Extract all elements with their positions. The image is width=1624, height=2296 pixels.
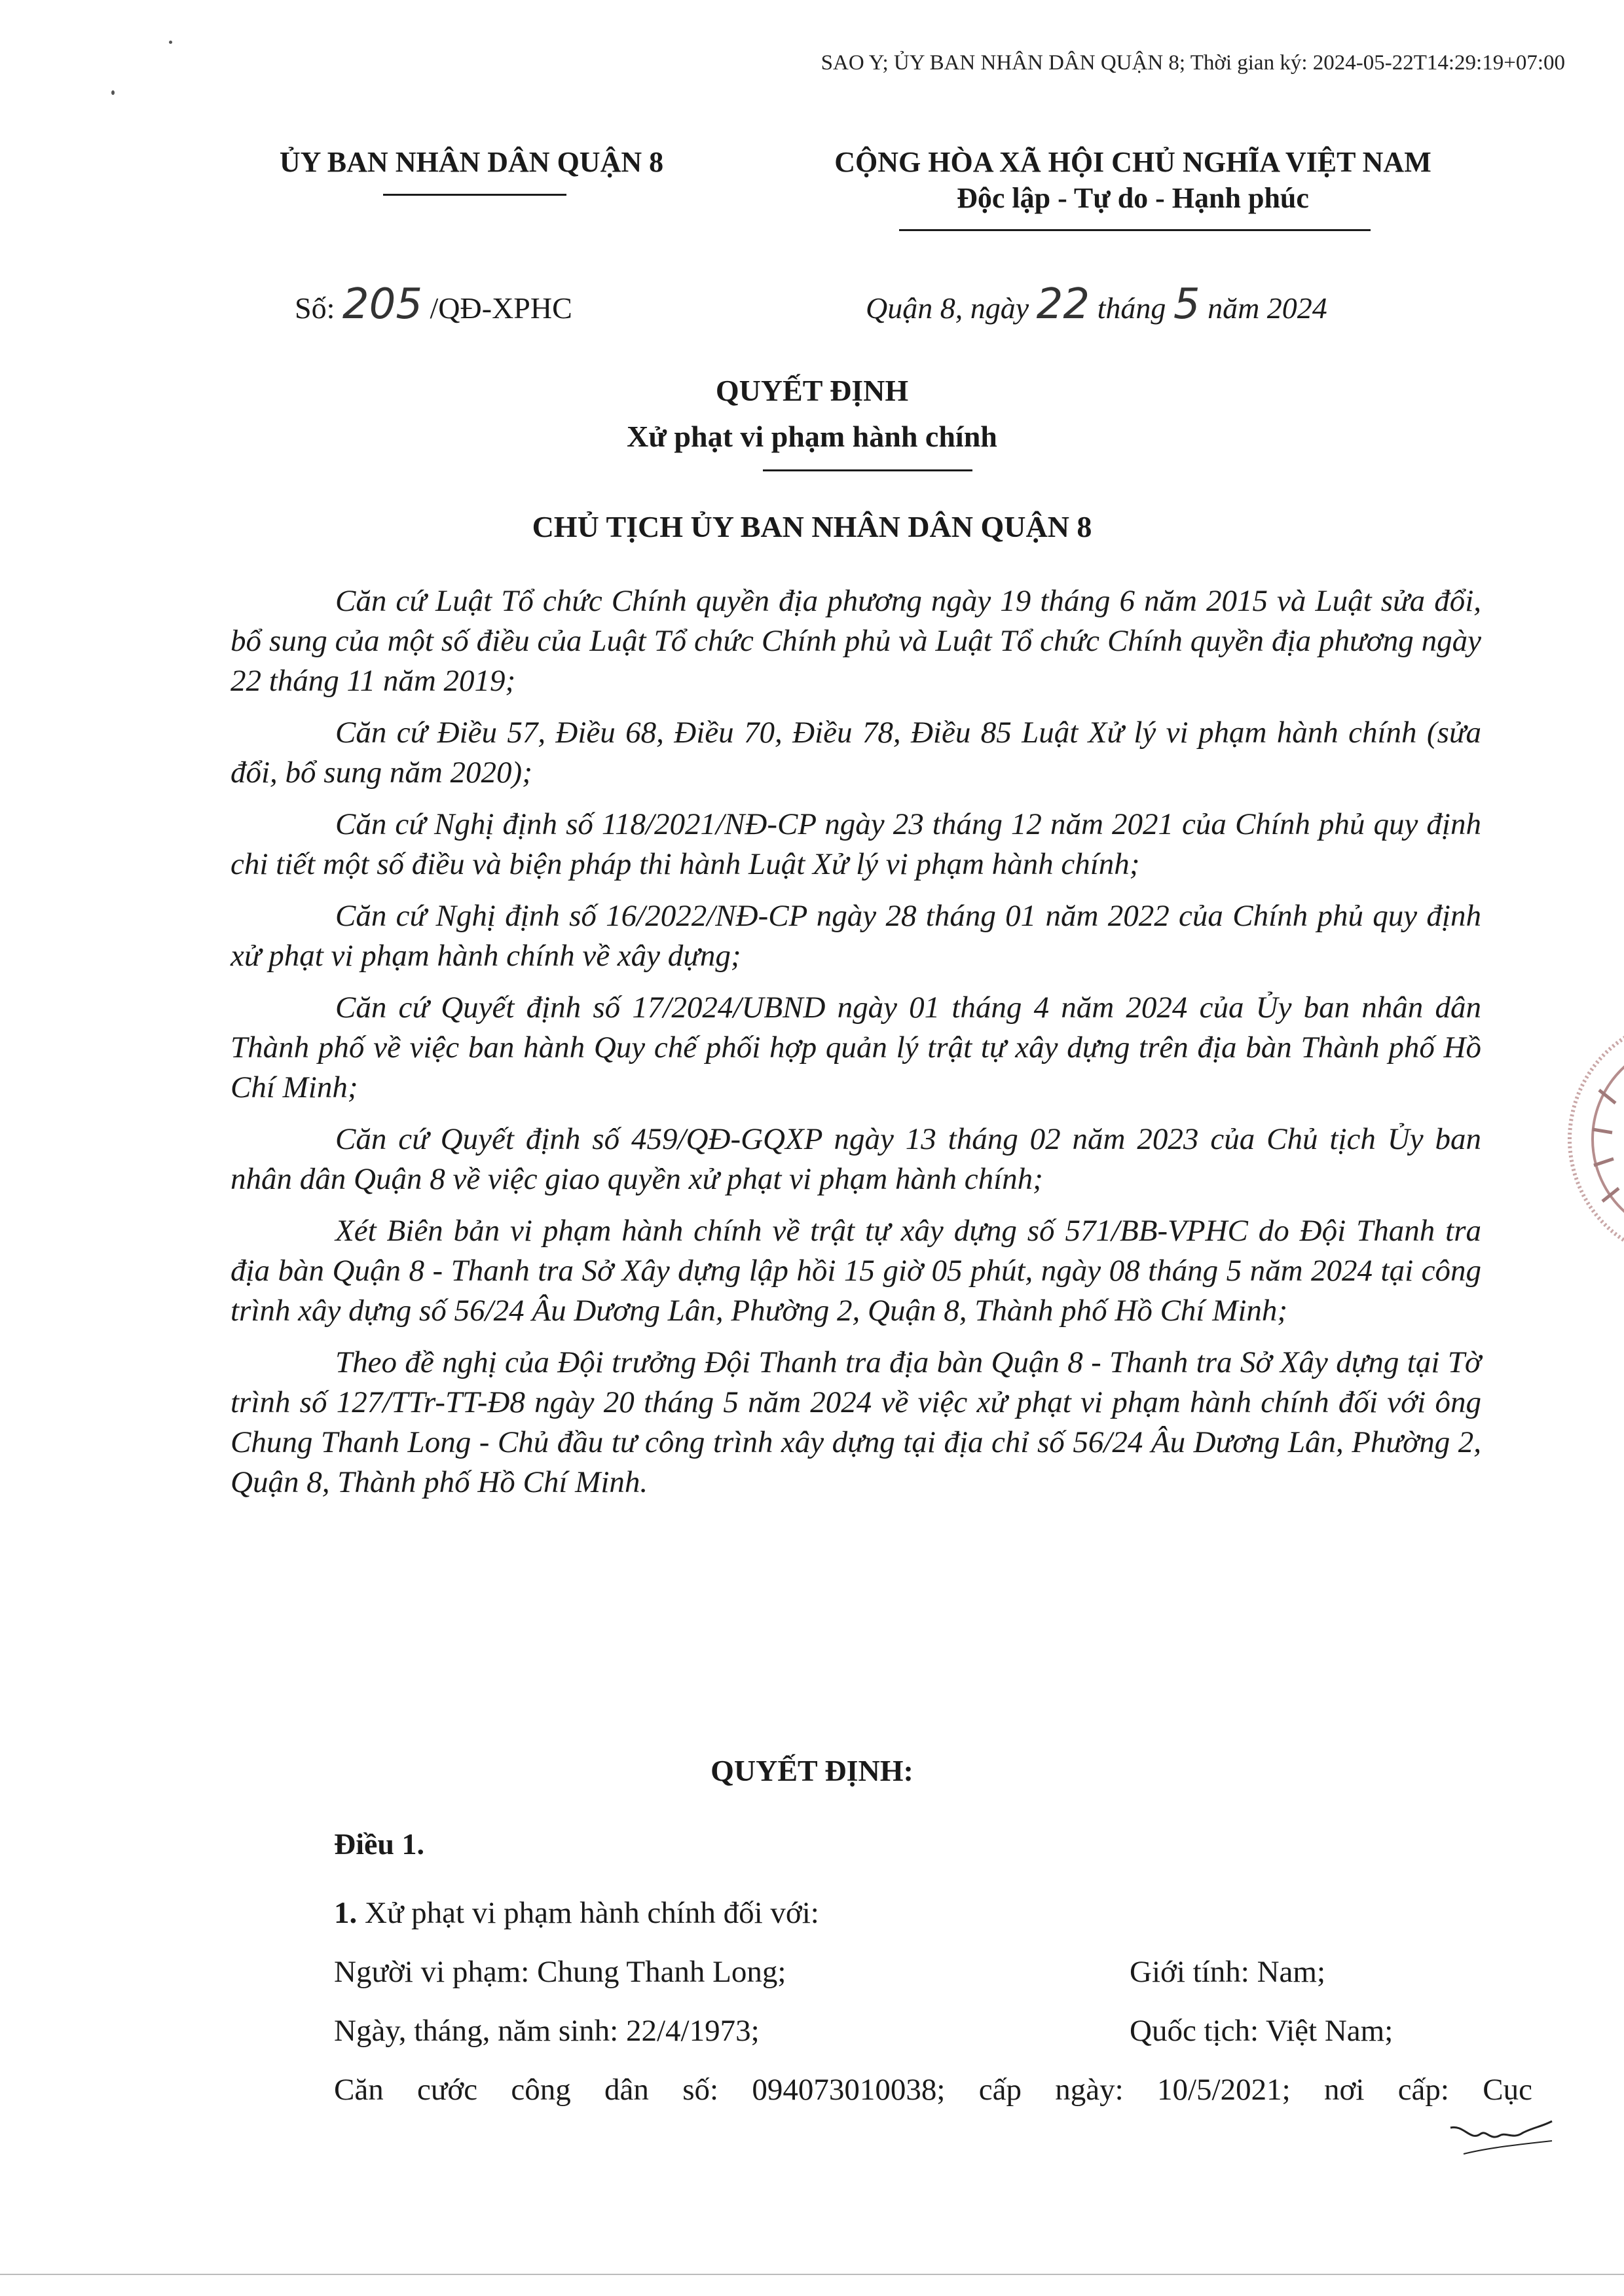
issuing-agency: ỦY BAN NHÂN DÂN QUẬN 8 xyxy=(279,146,664,178)
number-prefix: Số: xyxy=(295,291,335,325)
handwritten-number: 205 xyxy=(342,280,423,329)
national-motto: Độc lập - Tự do - Hạnh phúc xyxy=(957,182,1309,214)
initials-signature xyxy=(1444,2115,1555,2160)
red-seal-fragment xyxy=(1553,1011,1624,1267)
article-item-1 xyxy=(334,1895,819,1931)
motto-underline xyxy=(899,229,1371,231)
legal-bases xyxy=(231,581,1481,1514)
violator-id-line: Căn cước công dân số: 094073010038; cấp ngày: 10/5/2021; nơi cấp: Cục xyxy=(334,2073,1532,2107)
violator-gender: Giới tính: Nam; xyxy=(1130,1955,1326,1989)
date-year: năm 2024 xyxy=(1208,291,1327,325)
basis-paragraph: Căn cứ Nghị định số 16/2022/NĐ-CP ngày 28 tháng 01 năm 2022 của Chính phủ quy định xử phạt vi phạm hành chính về xây dựng; xyxy=(231,899,1481,973)
date-month-label: tháng xyxy=(1097,291,1166,325)
basis-paragraph: Căn cứ Quyết định số 459/QĐ-GQXP ngày 13 tháng 02 năm 2023 của Chủ tịch Ủy ban nhân dân Quận 8 về việc giao quyền xử phạt vi phạm hành chính; xyxy=(231,1122,1481,1196)
basis-paragraph: Căn cứ Điều 57, Điều 68, Điều 70, Điều 78, Điều 85 Luật Xử lý vi phạm hành chính (sửa đổi, bổ sung năm 2020); xyxy=(231,716,1481,790)
document-number xyxy=(295,280,572,329)
national-header xyxy=(747,145,1519,215)
number-suffix: /QĐ-XPHC xyxy=(430,291,572,325)
article-title: Điều 1. xyxy=(334,1827,424,1861)
decision-heading: QUYẾT ĐỊNH: xyxy=(710,1754,913,1787)
basis-paragraph: Theo đề nghị của Đội trưởng Đội Thanh tra địa bàn Quận 8 - Thanh tra Sở Xây dựng tại Tờ trình số 127/TTr-TT-Đ8 ngày 20 tháng 5 năm 2024 về việc xử phạt vi phạm hành chính đối với ông Chung Thanh Long - Chủ đầu tư công trình xây dựng tại địa chỉ số 56/24 Âu Dương Lân, Phường 2, Quận 8, Thành phố Hồ Chí Minh. xyxy=(231,1345,1481,1499)
page-bottom-edge xyxy=(0,2274,1624,2275)
issuing-authority: CHỦ TỊCH ỦY BAN NHÂN DÂN QUẬN 8 xyxy=(532,510,1092,543)
basis-paragraph: Căn cứ Nghị định số 118/2021/NĐ-CP ngày 23 tháng 12 năm 2021 của Chính phủ quy định chi tiết một số điều và biện pháp thi hành Luật Xử lý vi phạm hành chính; xyxy=(231,807,1481,881)
handwritten-month: 5 xyxy=(1173,280,1200,329)
item-text: Xử phạt vi phạm hành chính đối với: xyxy=(365,1896,819,1930)
subtitle-underline xyxy=(763,469,972,471)
document-subtitle: Xử phạt vi phạm hành chính xyxy=(627,420,997,453)
scan-speck xyxy=(169,41,172,44)
item-number: 1. xyxy=(334,1896,358,1930)
nation-name: CỘNG HÒA XÃ HỘI CHỦ NGHĨA VIỆT NAM xyxy=(834,146,1431,178)
digital-copy-stamp: SAO Y; ỦY BAN NHÂN DÂN QUẬN 8; Thời gian ký: 2024-05-22T14:29:19+07:00 xyxy=(821,51,1565,75)
violator-name: Người vi phạm: Chung Thanh Long; xyxy=(334,1955,786,1989)
date-place: Quận 8, ngày xyxy=(866,291,1029,325)
basis-paragraph: Căn cứ Quyết định số 17/2024/UBND ngày 01 tháng 4 năm 2024 của Ủy ban nhân dân Thành phố về việc ban hành Quy chế phối hợp quản lý trật tự xây dựng trên địa bàn Thành phố Hồ Chí Minh; xyxy=(231,991,1481,1104)
issue-date xyxy=(866,280,1327,329)
document-title: QUYẾT ĐỊNH xyxy=(715,374,909,407)
basis-paragraph: Căn cứ Luật Tổ chức Chính quyền địa phương ngày 19 tháng 6 năm 2015 và Luật sửa đổi, bổ sung của một số điều của Luật Tổ chức Chính phủ và Luật Tổ chức Chính quyền địa phương ngày 22 tháng 11 năm 2019; xyxy=(231,584,1481,698)
agency-underline xyxy=(383,194,566,196)
basis-paragraph: Xét Biên bản vi phạm hành chính về trật tự xây dựng số 571/BB-VPHC do Đội Thanh tra địa bàn Quận 8 - Thanh tra Sở Xây dựng lập hồi 15 giờ 05 phút, ngày 08 tháng 5 năm 2024 tại công trình xây dựng số 56/24 Âu Dương Lân, Phường 2, Quận 8, Thành phố Hồ Chí Minh; xyxy=(231,1214,1481,1328)
violator-nationality: Quốc tịch: Việt Nam; xyxy=(1130,2014,1393,2048)
handwritten-day: 22 xyxy=(1036,280,1090,329)
scan-speck xyxy=(111,90,115,95)
violator-dob: Ngày, tháng, năm sinh: 22/4/1973; xyxy=(334,2014,760,2048)
